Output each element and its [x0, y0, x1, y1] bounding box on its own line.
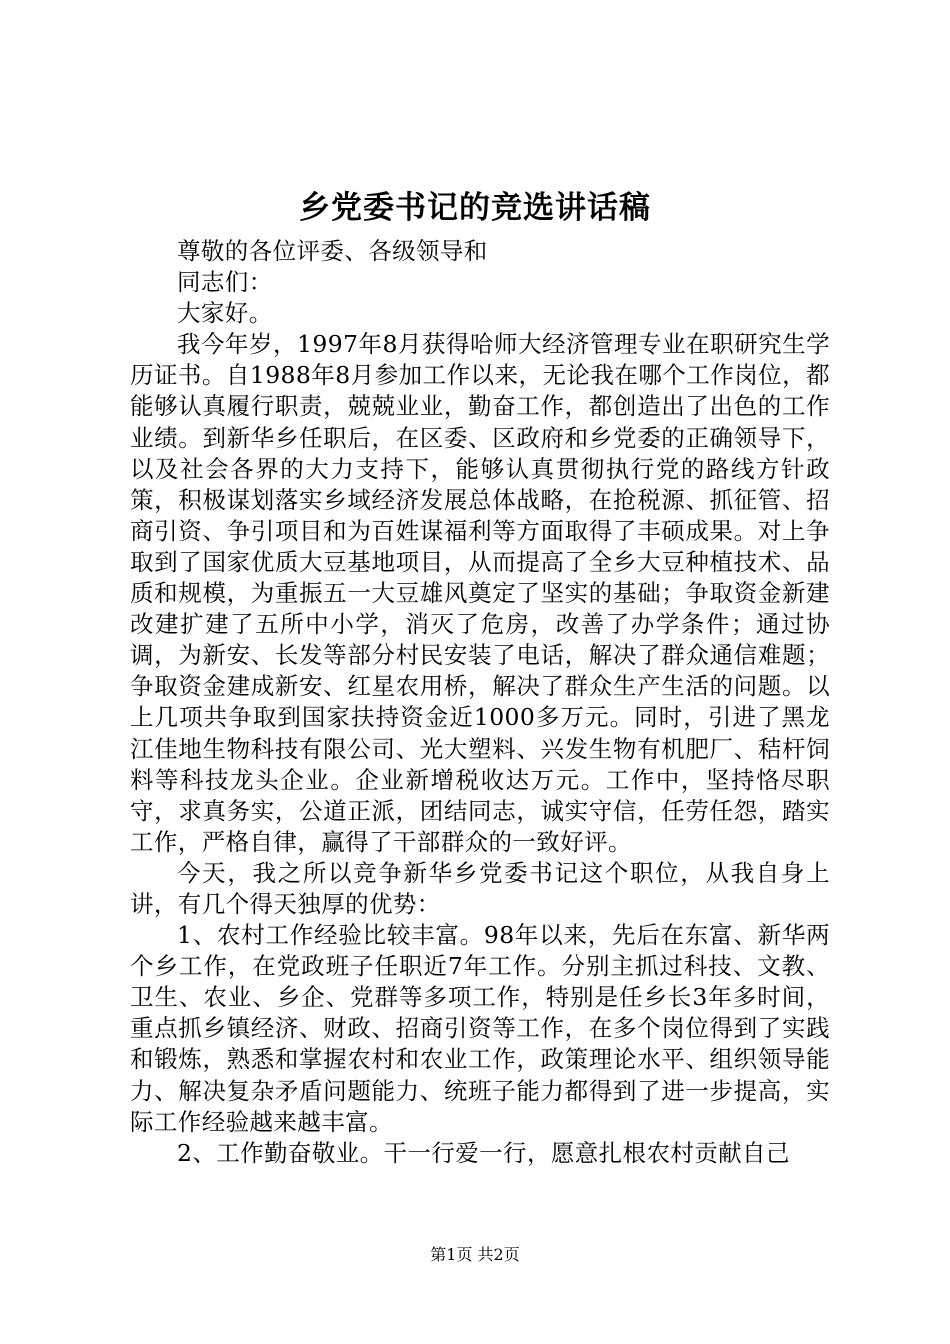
page-footer: 第1页 共2页 — [430, 1245, 520, 1264]
document-title: 乡党委书记的竞选讲话稿 — [299, 190, 651, 226]
paragraph-advantages-intro: 今天，我之所以竞争新华乡党委书记这个职位，从我自身上讲，有几个得天独厚的优势： — [130, 858, 830, 918]
salutation-line-2: 同志们： — [177, 268, 273, 297]
paragraph-advantage-2: 2、工作勤奋敬业。干一行爱一行，愿意扎根农村贡献自己 — [177, 1138, 790, 1167]
salutation-line-1: 尊敬的各位评委、各级领导和 — [177, 237, 488, 265]
paragraph-advantage-1: 1、农村工作经验比较丰富。98年以来，先后在东富、新华两个乡工作，在党政班子任职近7年工作。分别主抓过科技、文教、卫生、农业、乡企、党群等多项工作，特别是任乡长3年多时间，重点抓乡镇经济、财政、招商引资等工作，在多个岗位得到了实践和锻炼，熟悉和掌握农村和农业工作，政策理论水平、组织领导能力、解决复杂矛盾问题能力、统班子能力都得到了进一步提高，实际工作经验越来越丰富。 — [130, 921, 830, 1136]
paragraph-background: 我今年岁，1997年8月获得哈师大经济管理专业在职研究生学历证书。自1988年8月参加工作以来，无论我在哪个工作岗位，都能够认真履行职责，兢兢业业，勤奋工作，都创造出了出色的工作业绩。到新华乡任职后，在区委、区政府和乡党委的正确领导下，以及社会各界的大力支持下，能够认真贯彻执行党的路线方针政策，积极谋划落实乡域经济发展总体战略，在抢税源、抓征管、招商引资、争引项目和为百姓谋福利等方面取得了丰硕成果。对上争取到了国家优质大豆基地项目，从而提高了全乡大豆种植技术、品质和规模，为重振五一大豆雄风奠定了坚实的基础；争取资金新建改建扩建了五所中小学，消灭了危房，改善了办学条件；通过协调，为新安、长发等部分村民安装了电话，解决了群众通信难题；争取资金建成新安、红星农用桥，解决了群众生产生活的问题。以上几项共争取到国家扶持资金近1000多万元。同时，引进了黑龙江佳地生物科技有限公司、光大塑料、兴发生物有机肥厂、秸杆饲料等科技龙头企业。企业新增税收达万元。工作中，坚持恪尽职守，求真务实，公道正派，团结同志，诚实守信，任劳任怨，踏实工作，严格自律，赢得了干部群众的一致好评。 — [130, 330, 830, 856]
document-body — [130, 236, 830, 1169]
greeting: 大家好。 — [177, 299, 273, 328]
